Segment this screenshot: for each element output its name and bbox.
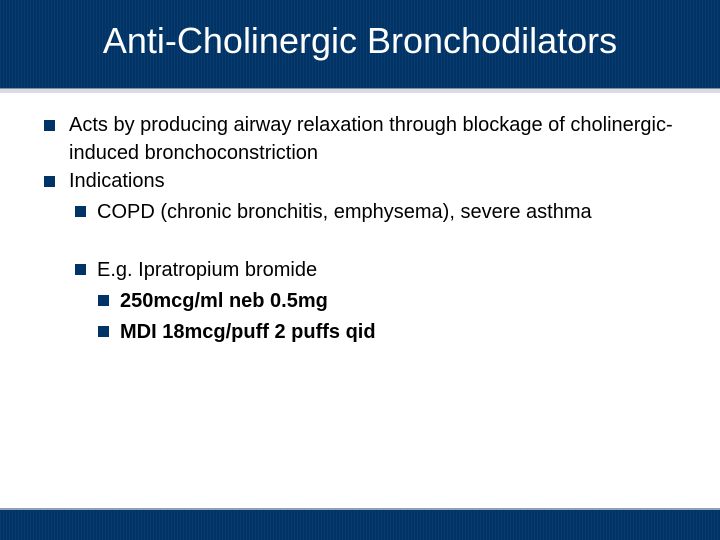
sub-sub-bullet-text: MDI 18mcg/puff 2 puffs qid: [120, 321, 376, 343]
title-divider: [0, 88, 720, 93]
square-bullet-icon: [44, 176, 55, 187]
slide-title: Anti-Cholinergic Bronchodilators: [102, 20, 618, 61]
sub-bullet-text: COPD (chronic bronchitis, emphysema), severe asthma: [97, 201, 592, 223]
square-bullet-icon: [44, 120, 55, 131]
square-bullet-icon: [98, 295, 109, 306]
bullet-text: Indications: [69, 170, 165, 192]
square-bullet-icon: [75, 264, 86, 275]
square-bullet-icon: [98, 326, 109, 337]
footer-bar: [0, 510, 720, 540]
bullet-text: Acts by producing airway relaxation through blockage of cholinergic-induced bronchoconstriction: [69, 114, 673, 164]
title-bar: [0, 0, 720, 88]
square-bullet-icon: [75, 206, 86, 217]
sub-bullet-text: E.g. Ipratropium bromide: [97, 259, 318, 281]
sub-sub-bullet-text: 250mcg/ml neb 0.5mg: [120, 290, 328, 312]
